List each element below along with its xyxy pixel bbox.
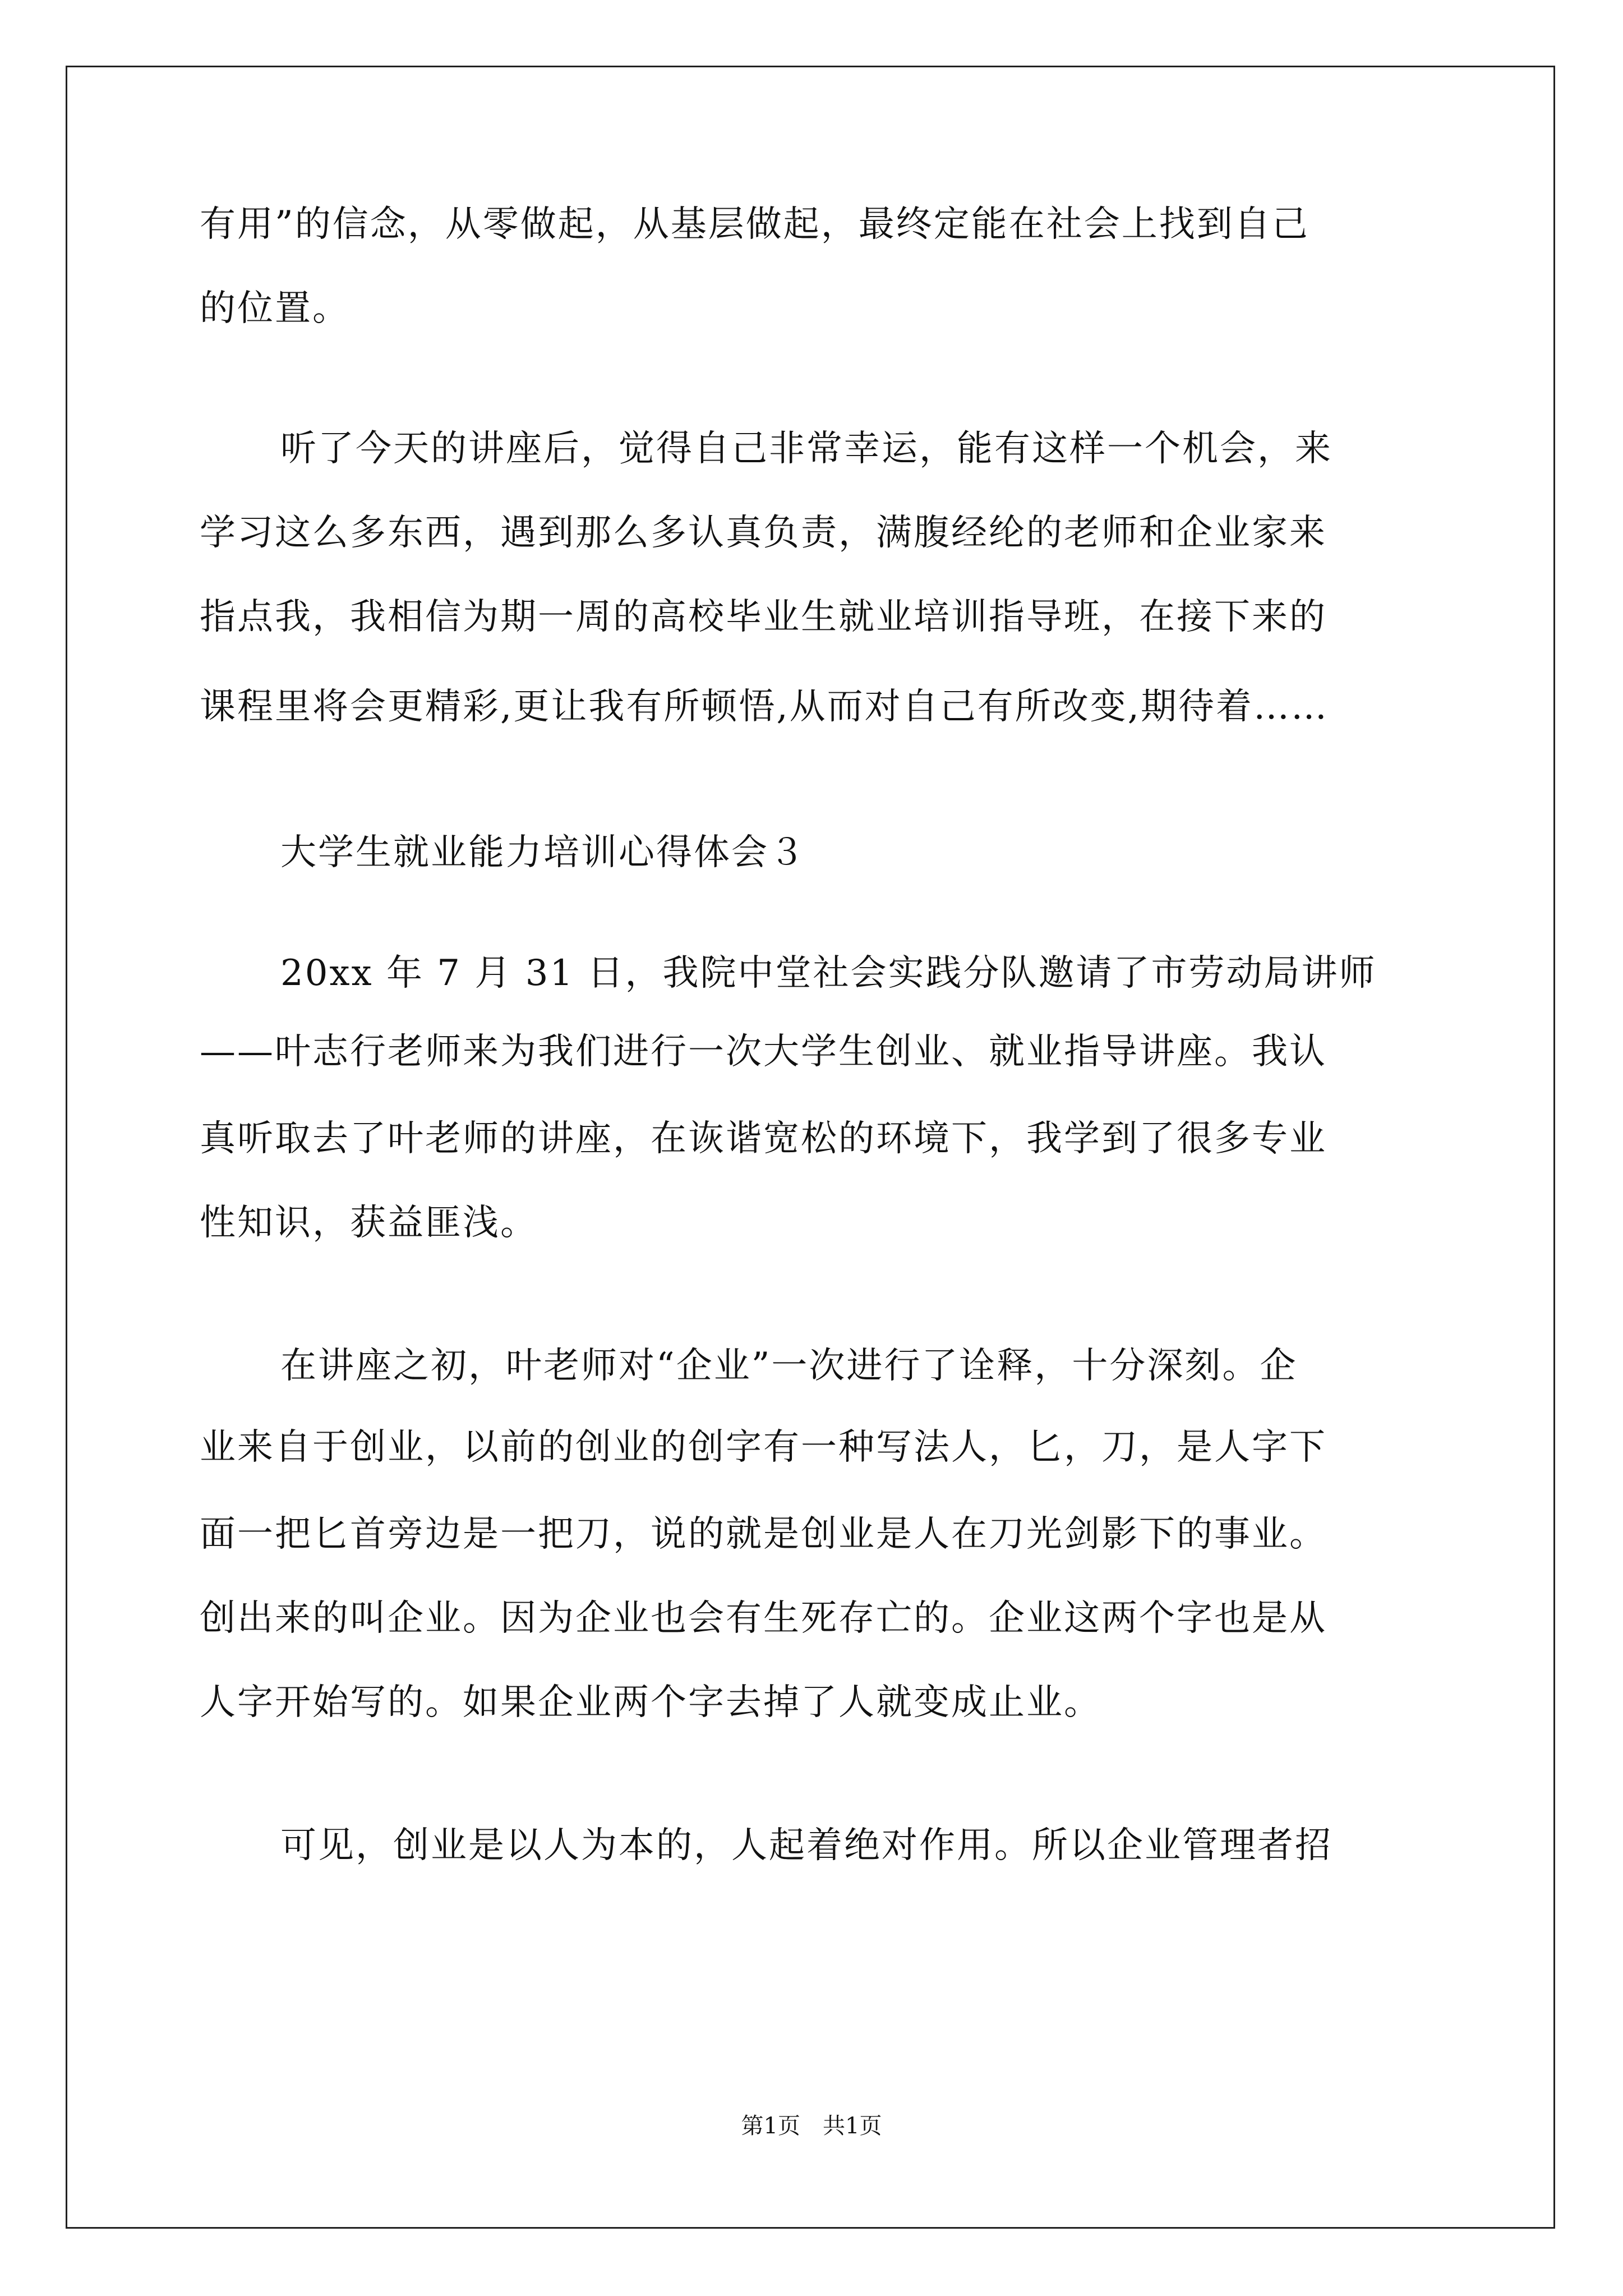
text-line: 人字开始写的。如果企业两个字去掉了人就变成止业。	[200, 1682, 1101, 1723]
text-line: 课程里将会更精彩,更让我有所顿悟,从而对自己有所改变,期待着……	[200, 686, 1329, 728]
text-line: 学习这么多东西，遇到那么多认真负责，满腹经纶的老师和企业家来	[200, 512, 1327, 554]
paragraph-start-line: 听了今天的讲座后，觉得自己非常幸运，能有这样一个机会，来	[280, 428, 1332, 470]
page-number-footer: 第1页 共1页	[741, 2113, 882, 2139]
section-heading: 大学生就业能力培训心得体会３	[280, 832, 806, 873]
paragraph-start-line: 在讲座之初，叶老师对“企业”一次进行了诠释，十分深刻。企	[280, 1345, 1298, 1387]
text-line: 性知识，获益匪浅。	[200, 1202, 538, 1244]
text-line: 指点我，我相信为期一周的高校毕业生就业培训指导班，在接下来的	[200, 596, 1327, 638]
text-line: 真听取去了叶老师的讲座，在诙谐宽松的环境下，我学到了很多专业	[200, 1118, 1327, 1159]
text-line: 业来自于创业，以前的创业的创字有一种写法人，匕，刀，是人字下	[200, 1427, 1327, 1468]
text-line: 创出来的叫企业。因为企业也会有生死存亡的。企业这两个字也是从	[200, 1598, 1327, 1639]
text-line: 面一把匕首旁边是一把刀，说的就是创业是人在刀光剑影下的事业。	[200, 1513, 1327, 1555]
paragraph-start-line: 20xx 年 7 月 31 日，我院中堂社会实践分队邀请了市劳动局讲师	[280, 953, 1377, 994]
text-line: ——叶志行老师来为我们进行一次大学生创业、就业指导讲座。我认	[200, 1031, 1327, 1073]
paragraph-start-line: 可见，创业是以人为本的，人起着绝对作用。所以企业管理者招	[280, 1825, 1332, 1866]
text-line: 的位置。	[200, 288, 350, 329]
text-line: 有用”的信念，从零做起，从基层做起，最终定能在社会上找到自己	[200, 204, 1310, 245]
